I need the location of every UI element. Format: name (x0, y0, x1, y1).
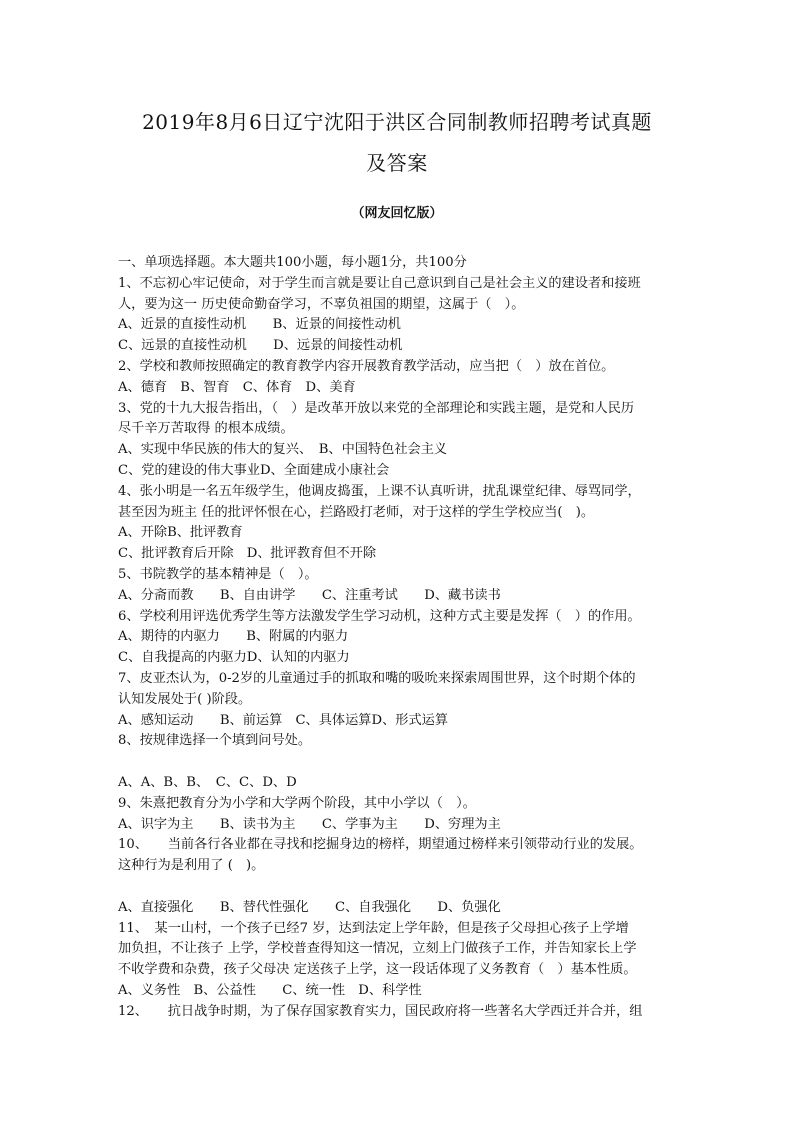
blank-line (118, 877, 678, 898)
text-line: A、直接强化 B、替代性强化 C、自我强化 D、负强化 (118, 899, 501, 915)
text-line: C、远景的直接性动机 D、远景的间接性动机 (118, 338, 403, 354)
text-line: 不收学费和杂费，孩子父母决 定送孩子上学，这一段话体现了义务教育（ ）基本性质。 (118, 962, 637, 978)
text-line: C、党的建设的伟大事业D、全面建成小康社会 (118, 462, 390, 478)
text-line: 9、朱熹把教育分为小学和大学两个阶段，其中小学以（ ）。 (118, 795, 476, 811)
text-line: A、期待的内驱力 B、附属的内驱力 (118, 629, 349, 645)
text-line: A、感知运动 B、前运算 C、具体运算D、形式运算 (118, 712, 449, 728)
text-line: 一、单项选择题。本大题共100小题，每小题1分，共100分 (118, 255, 467, 270)
text-line: 3、党的十九大报告指出，（ ）是改革开放以来党的全部理论和实践主题，是党和人民历 (118, 400, 635, 416)
text-line: 2、学校和教师按照确定的教育教学内容开展教育教学活动，应当把（ ）放在首位。 (118, 358, 615, 374)
document-title-continued: 及答案 (366, 151, 428, 175)
text-line: 10、 当前各行各业都在寻找和挖掘身边的榜样，期望通过榜样来引领带动行业的发展。 (118, 837, 643, 853)
text-line: 11、 某一山村，一个孩子已经7 岁，达到法定上学年龄，但是孩子父母担心孩子上学增 (118, 920, 629, 936)
question-body (118, 253, 678, 1022)
text-line: A、德育 B、智育 C、体育 D、美育 (118, 379, 356, 395)
text-line: 这种行为是利用了 ( )。 (118, 858, 265, 874)
text-line: A、分斋而教 B、自由讲学 C、注重考试 D、藏书读书 (118, 587, 501, 603)
text-line: A、实现中华民族的伟大的复兴、 B、中国特色社会主义 (118, 442, 448, 458)
text-line: 6、学校利用评选优秀学生等方法激发学生学习动机，这种方式主要是发挥（ ）的作用。 (118, 608, 641, 624)
text-line: 甚至因为班主 任的批评怀恨在心，拦路殴打老师，对于这样的学生学校应当( )。 (118, 504, 595, 520)
text-line: A、近景的直接性动机 B、近景的间接性动机 (118, 317, 401, 333)
text-line: 8、按规律选择一个填到问号处。 (118, 733, 312, 749)
text-line: 人，要为这一 历史使命勤奋学习，不辜负祖国的期望，这属于（ ）。 (118, 296, 525, 312)
text-line: C、自我提高的内驱力D、认知的内驱力 (118, 650, 350, 666)
text-line: A、A、B、B、 C、C、D、D (118, 774, 297, 790)
text-line: 12、 抗日战争时期，为了保存国家教育实力，国民政府将一些著名大学西迁并合并，组 (118, 1003, 643, 1019)
text-line: 5、书院教学的基本精神是（ ）。 (118, 566, 318, 582)
text-line: A、义务性 B、公益性 C、统一性 D、科学性 (118, 982, 422, 998)
text-line: 尽千辛万苦取得 的根本成绩。 (118, 421, 294, 437)
text-line: C、批评教育后开除 D、批评教育但不开除 (118, 546, 377, 562)
text-line: 认知发展处于( )阶段。 (118, 691, 252, 707)
document-title: 2019年8月6日辽宁沈阳于洪区合同制教师招聘考试真题 (142, 110, 652, 134)
document-subtitle: （网友回忆版） (351, 206, 443, 221)
text-line: 4、张小明是一名五年级学生，他调皮捣蛋，上课不认真听讲，扰乱课堂纪律、辱骂同学， (118, 483, 641, 499)
blank-line (118, 752, 678, 773)
text-line: 7、皮亚杰认为，0-2岁的儿童通过手的抓取和嘴的吸吮来探索周围世界，这个时期个体的 (118, 670, 636, 686)
text-line: A、识字为主 B、读书为主 C、学事为主 D、穷理为主 (118, 816, 501, 832)
text-line: 加负担，不让孩子 上学，学校普查得知这一情况，立刻上门做孩子工作，并告知家长上学 (118, 941, 637, 957)
text-line: 1、不忘初心牢记使命，对于学生而言就是要让自己意识到自己是社会主义的建设者和接班 (118, 275, 641, 291)
text-line: A、开除B、批评教育 (118, 525, 243, 541)
